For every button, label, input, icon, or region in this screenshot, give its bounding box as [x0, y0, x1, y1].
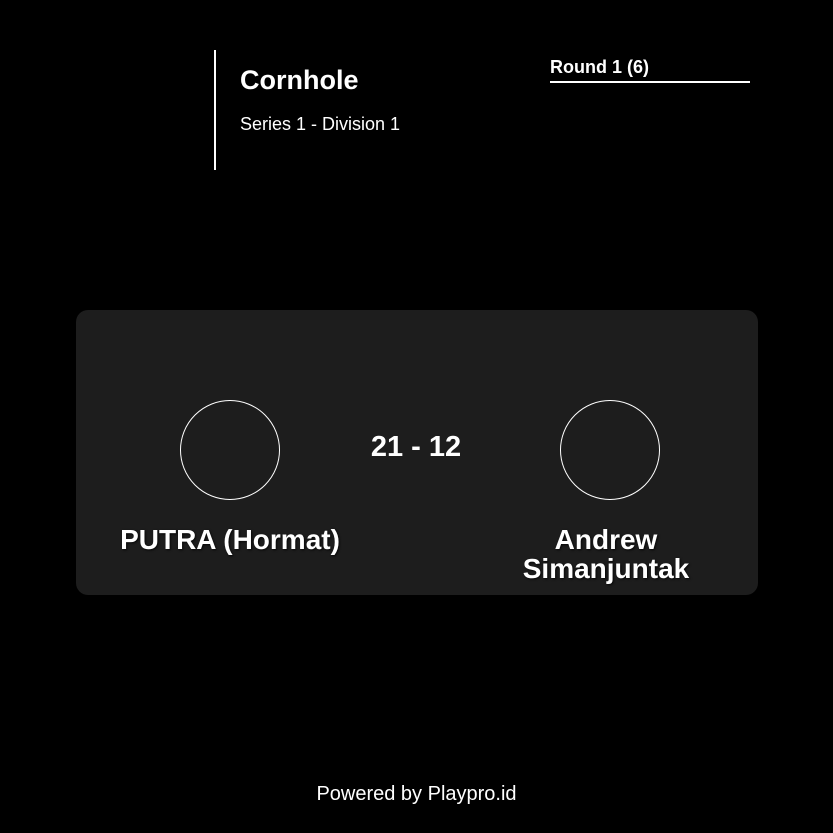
round-label: Round 1 (6) [550, 56, 750, 83]
header-divider [214, 50, 216, 170]
match-score: 21 - 12 [370, 431, 462, 463]
page-title: Cornhole [240, 65, 359, 95]
footer-powered-by: Powered by Playpro.id [316, 783, 517, 805]
page-subtitle: Series 1 - Division 1 [240, 114, 401, 134]
player-right-name [456, 525, 756, 583]
player-left-name: PUTRA (Hormat) [120, 524, 340, 555]
player-right-name-line2: Simanjuntak [522, 553, 690, 584]
player-right-avatar [560, 400, 660, 500]
player-left-avatar [180, 400, 280, 500]
match-card [76, 310, 758, 595]
player-right-name-line1: Andrew [554, 524, 658, 555]
